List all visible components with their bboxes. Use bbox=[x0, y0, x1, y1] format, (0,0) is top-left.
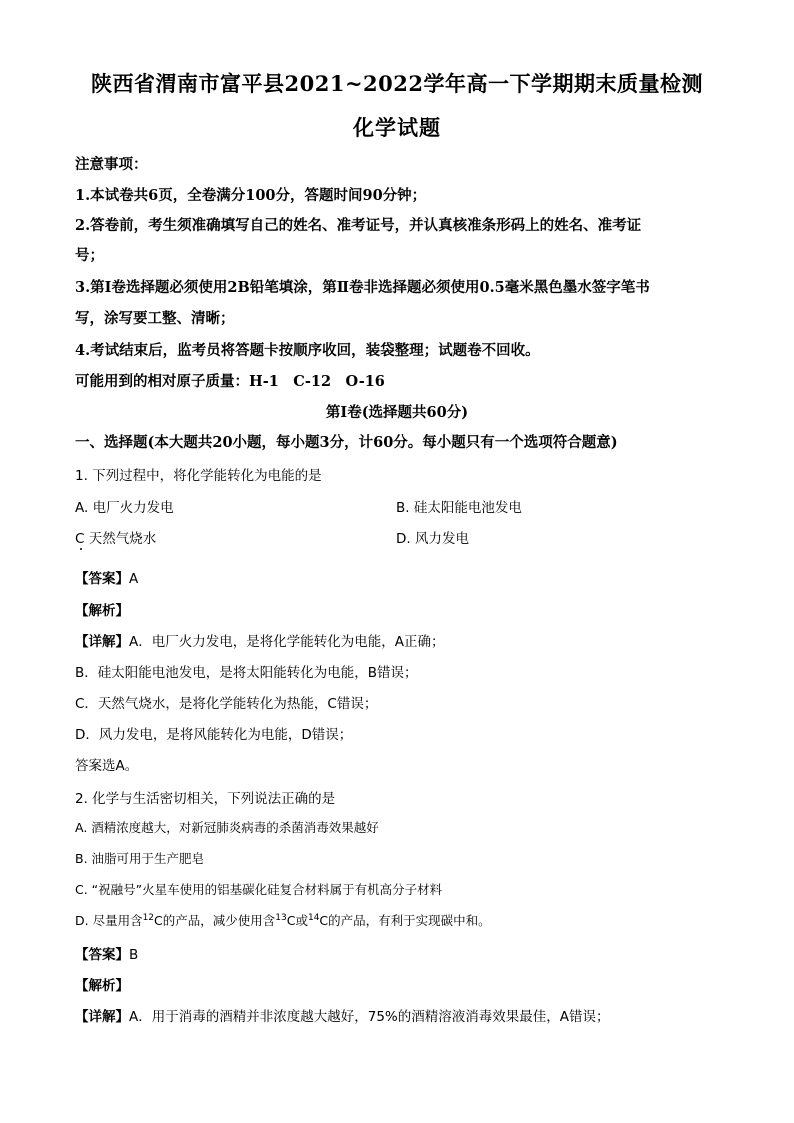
detail-tag: 【详解】 bbox=[75, 634, 129, 650]
question-2-option-a: A. 酒精浓度越大，对新冠肺炎病毒的杀菌消毒效果越好 bbox=[75, 820, 379, 835]
question-1-detail bbox=[75, 630, 444, 650]
question-1-answer bbox=[75, 567, 138, 587]
isotope-element: C bbox=[154, 913, 163, 928]
detail-text: A．电厂火力发电，是将化学能转化为电能，A正确； bbox=[129, 634, 445, 650]
notice-heading: 注意事项： bbox=[75, 156, 148, 173]
question-1-analysis-tag: 【解析】 bbox=[75, 603, 129, 619]
answer-value: B bbox=[129, 947, 139, 963]
question-1-stem: 1. 下列过程中，将化学能转化为电能的是 bbox=[75, 468, 322, 484]
question-2-option-b: B. 油脂可用于生产肥皂 bbox=[75, 851, 205, 866]
section-instruction: 一、选择题(本大题共20小题，每小题3分，计60分。每小题只有一个选项符合题意) bbox=[75, 434, 618, 451]
exam-title: 陕西省渭南市富平县2021~2022学年高一下学期期末质量检测 bbox=[91, 71, 703, 96]
answer-tag: 【答案】 bbox=[75, 947, 129, 963]
question-1-conclusion: 答案选A。 bbox=[75, 758, 139, 774]
isotope-element: C或 bbox=[286, 913, 308, 928]
section-title: 第Ⅰ卷(选择题共60分) bbox=[325, 404, 469, 421]
atomic-masses: 可能用到的相对原子质量：H-1 C-12 O-16 bbox=[75, 373, 385, 390]
question-1-detail-line: B．硅太阳能电池发电，是将太阳能转化为电能，B错误； bbox=[75, 665, 418, 681]
question-1-option-b: B. 硅太阳能电池发电 bbox=[396, 500, 522, 516]
detail-text: A．用于消毒的酒精并非浓度越大越好，75%的酒精溶液消毒效果最佳，A错误； bbox=[129, 1009, 610, 1025]
answer-value: A bbox=[129, 571, 139, 587]
notice-item: 1.本试卷共6页，全卷满分100分，答题时间90分钟； bbox=[75, 187, 427, 204]
detail-tag: 【详解】 bbox=[75, 1009, 129, 1025]
notice-item: 写，涂写要工整、清晰； bbox=[75, 310, 235, 327]
question-2-option-c: C. “祝融号”火星车使用的铝基碳化硅复合材料属于有机高分子材料 bbox=[75, 882, 443, 897]
question-1-option-c: C 天然气烧水 bbox=[75, 531, 157, 547]
question-1-detail-line: C．天然气烧水，是将化学能转化为热能，C错误； bbox=[75, 696, 378, 712]
question-2-stem: 2. 化学与生活密切相关，下列说法正确的是 bbox=[75, 791, 336, 807]
isotope-mass-14: 14 bbox=[307, 913, 320, 923]
isotope-element: C bbox=[319, 913, 329, 928]
notice-item: 号； bbox=[75, 247, 104, 264]
question-1-option-a: A. 电厂火力发电 bbox=[75, 500, 174, 516]
exam-subtitle: 化学试题 bbox=[353, 115, 441, 140]
isotope-mass-13: 13 bbox=[275, 913, 287, 923]
option-d-text: D. 尽量用含 bbox=[75, 913, 143, 928]
notice-item: 3.第Ⅰ卷选择题必须使用2B铅笔填涂，第Ⅱ卷非选择题必须使用0.5毫米黑色墨水签字笔书 bbox=[75, 279, 650, 296]
isotope-mass-12: 12 bbox=[142, 913, 155, 923]
question-1-option-d: D. 风力发电 bbox=[396, 531, 469, 547]
question-2-analysis-tag: 【解析】 bbox=[75, 978, 129, 994]
question-2-option-d bbox=[75, 911, 491, 929]
question-1-detail-line: D．风力发电，是将风能转化为电能，D错误； bbox=[75, 727, 353, 743]
answer-tag: 【答案】 bbox=[75, 571, 129, 587]
stray-dot bbox=[80, 548, 82, 550]
notice-item: 2.答卷前，考生须准确填写自己的姓名、准考证号，并认真核准条形码上的姓名、准考证 bbox=[75, 217, 642, 234]
option-d-text: 的产品，减少使用含 bbox=[162, 913, 276, 928]
option-d-text: 的产品，有利于实现碳中和。 bbox=[328, 913, 491, 928]
notice-item: 4.考试结束后，监考员将答题卡按顺序收回，装袋整理；试题卷不回收。 bbox=[75, 342, 540, 359]
question-2-detail bbox=[75, 1005, 609, 1025]
question-2-answer bbox=[75, 943, 138, 963]
